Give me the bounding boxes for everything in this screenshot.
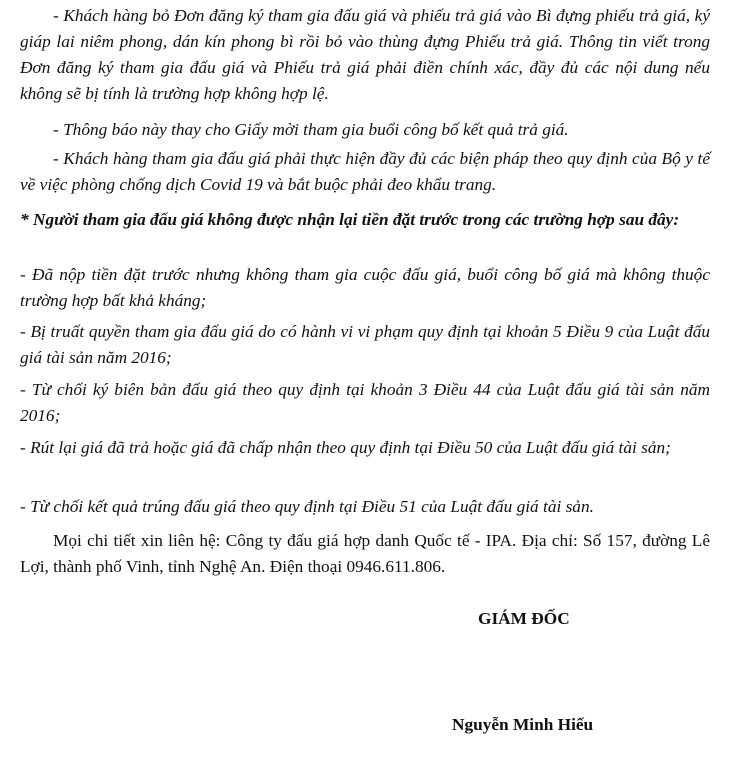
paragraph-notice: - Thông báo này thay cho Giấy mời tham gia buổi công bố kết quả trả giá. <box>53 120 569 139</box>
case-item: - Đã nộp tiền đặt trước nhưng không tham gia cuộc đấu giá, buổi công bố giá mà không thuộc trường hợp bất khả kháng; <box>20 265 710 310</box>
paragraph-covid: - Khách hàng tham gia đấu giá phải thực hiện đầy đủ các biện pháp theo quy định của Bộ y tế về việc phòng chống dịch Covid 19 và bắt buộc phải đeo khẩu trang. <box>20 149 710 194</box>
case-item: - Từ chối kết quả trúng đấu giá theo quy định tại Điều 51 của Luật đấu giá tài sản. <box>20 497 594 516</box>
deposit-heading: * Người tham gia đấu giá không được nhận lại tiền đặt trước trong các trường hợp sau đây: <box>20 210 680 229</box>
contact-paragraph: Mọi chi tiết xin liên hệ: Công ty đấu giá hợp danh Quốc tế - IPA. Địa chỉ: Số 157, đường Lê Lợi, thành phố Vinh, tỉnh Nghệ An. Điện thoại 0946.611.806. <box>20 531 710 576</box>
paragraph-submission: - Khách hàng bỏ Đơn đăng ký tham gia đấu giá và phiếu trả giá vào Bì đựng phiếu trả giá, ký giáp lai niêm phong, dán kín phong bì rồi bỏ vào thùng đựng Phiếu trả giá. Thông tin viết trong Đơn đăng ký tham gia đấu giá và Phiếu trả giá phải điền chính xác, đầy đủ các nội dung nếu không sẽ bị tính là trường hợp không hợp lệ. <box>20 6 710 103</box>
signature-name: Nguyễn Minh Hiếu <box>452 715 594 734</box>
case-item: - Bị truất quyền tham gia đấu giá do có hành vi vi phạm quy định tại khoản 5 Điều 9 của Luật đấu giá tài sản năm 2016; <box>20 322 710 367</box>
case-item: - Từ chối ký biên bản đấu giá theo quy định tại khoản 3 Điều 44 của Luật đấu giá tài sản năm 2016; <box>20 380 710 425</box>
case-item: - Rút lại giá đã trả hoặc giá đã chấp nhận theo quy định tại Điều 50 của Luật đấu giá tài sản; <box>20 438 671 457</box>
signature-title: GIÁM ĐỐC <box>478 609 570 628</box>
